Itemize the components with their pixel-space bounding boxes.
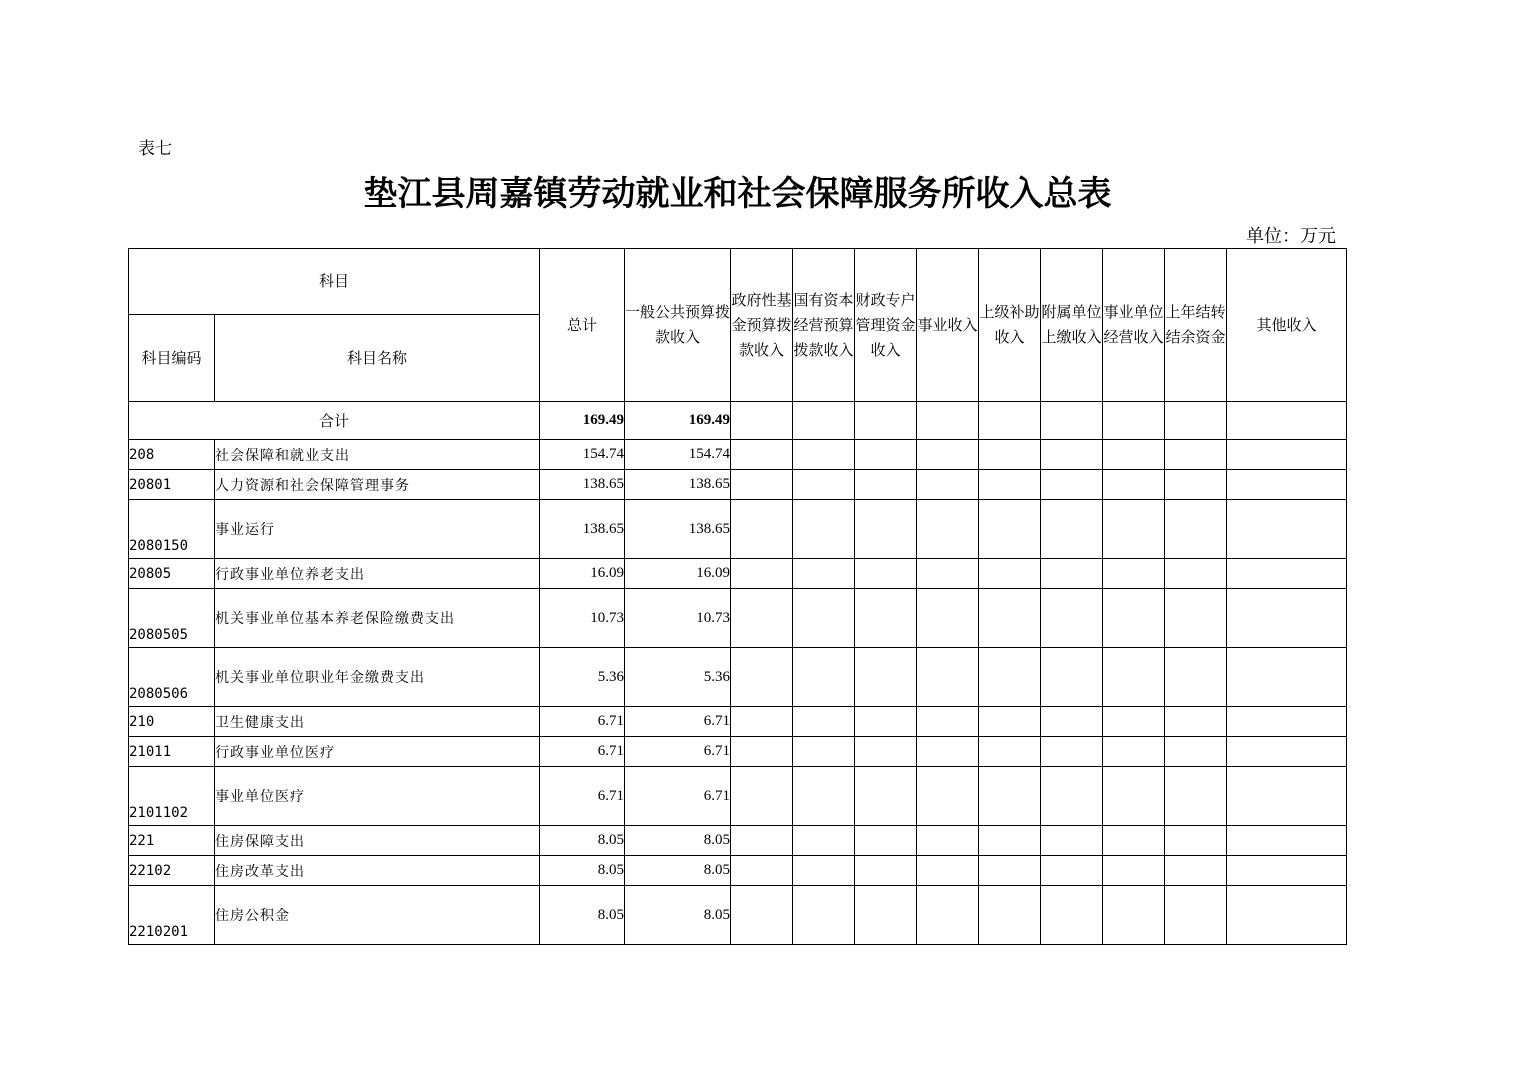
table-row	[129, 470, 1347, 500]
row-code: 2210201	[129, 886, 215, 945]
row-general-budget: 154.74	[625, 440, 731, 470]
header-business-operation: 事业单位经营收入	[1103, 249, 1165, 402]
row-code: 2101102	[129, 767, 215, 826]
row-name: 事业运行	[215, 500, 540, 559]
header-name: 科目名称	[215, 315, 540, 402]
income-summary-table	[128, 248, 1347, 945]
header-superior-subsidy: 上级补助收入	[979, 249, 1041, 402]
total-general-budget: 169.49	[625, 402, 731, 440]
table-row	[129, 767, 1347, 826]
header-other-income: 其他收入	[1227, 249, 1347, 402]
row-total: 8.05	[540, 886, 625, 945]
row-general-budget: 6.71	[625, 767, 731, 826]
header-subject: 科目	[129, 249, 540, 315]
row-name: 住房保障支出	[215, 826, 540, 856]
row-total: 138.65	[540, 470, 625, 500]
row-name: 事业单位医疗	[215, 767, 540, 826]
table-row	[129, 856, 1347, 886]
row-code: 22102	[129, 856, 215, 886]
row-name: 机关事业单位基本养老保险缴费支出	[215, 589, 540, 648]
row-name: 社会保障和就业支出	[215, 440, 540, 470]
row-general-budget: 8.05	[625, 826, 731, 856]
total-value: 169.49	[540, 402, 625, 440]
total-row	[129, 402, 1347, 440]
header-affiliated-payment: 附属单位上缴收入	[1041, 249, 1103, 402]
row-code: 2080150	[129, 500, 215, 559]
row-total: 6.71	[540, 767, 625, 826]
row-total: 10.73	[540, 589, 625, 648]
row-name: 行政事业单位养老支出	[215, 559, 540, 589]
header-general-budget: 一般公共预算拨款收入	[625, 249, 731, 402]
row-code: 210	[129, 707, 215, 737]
row-general-budget: 10.73	[625, 589, 731, 648]
row-name: 人力资源和社会保障管理事务	[215, 470, 540, 500]
row-total: 8.05	[540, 826, 625, 856]
header-business-income: 事业收入	[917, 249, 979, 402]
row-code: 20805	[129, 559, 215, 589]
header-row-1	[129, 249, 1347, 315]
row-general-budget: 8.05	[625, 856, 731, 886]
header-state-capital: 国有资本经营预算拨款收入	[793, 249, 855, 402]
row-general-budget: 5.36	[625, 648, 731, 707]
row-name: 机关事业单位职业年金缴费支出	[215, 648, 540, 707]
table-row	[129, 737, 1347, 767]
row-code: 2080505	[129, 589, 215, 648]
table-number-label: 表七	[138, 139, 172, 159]
row-general-budget: 8.05	[625, 886, 731, 945]
row-general-budget: 16.09	[625, 559, 731, 589]
row-name: 住房公积金	[215, 886, 540, 945]
table-row	[129, 500, 1347, 559]
header-fiscal-special: 财政专户管理资金收入	[855, 249, 917, 402]
row-code: 2080506	[129, 648, 215, 707]
row-total: 154.74	[540, 440, 625, 470]
row-name: 行政事业单位医疗	[215, 737, 540, 767]
row-general-budget: 138.65	[625, 500, 731, 559]
row-total: 6.71	[540, 737, 625, 767]
header-gov-fund: 政府性基金预算拨款收入	[731, 249, 793, 402]
row-code: 21011	[129, 737, 215, 767]
table-row	[129, 886, 1347, 945]
row-name: 住房改革支出	[215, 856, 540, 886]
total-label: 合计	[129, 402, 540, 440]
row-general-budget: 6.71	[625, 707, 731, 737]
row-name: 卫生健康支出	[215, 707, 540, 737]
table-row	[129, 559, 1347, 589]
header-code: 科目编码	[129, 315, 215, 402]
row-total: 16.09	[540, 559, 625, 589]
row-general-budget: 6.71	[625, 737, 731, 767]
header-prior-year-balance: 上年结转结余资金	[1165, 249, 1227, 402]
row-general-budget: 138.65	[625, 470, 731, 500]
row-total: 5.36	[540, 648, 625, 707]
table-row	[129, 440, 1347, 470]
row-code: 208	[129, 440, 215, 470]
table-row	[129, 826, 1347, 856]
row-total: 138.65	[540, 500, 625, 559]
table-row	[129, 648, 1347, 707]
header-total: 总计	[540, 249, 625, 402]
row-total: 6.71	[540, 707, 625, 737]
table-row	[129, 589, 1347, 648]
row-total: 8.05	[540, 856, 625, 886]
row-code: 20801	[129, 470, 215, 500]
document-title: 垫江县周嘉镇劳动就业和社会保障服务所收入总表	[363, 174, 1112, 214]
table-row	[129, 707, 1347, 737]
row-code: 221	[129, 826, 215, 856]
unit-label: 单位：万元	[1246, 226, 1336, 247]
